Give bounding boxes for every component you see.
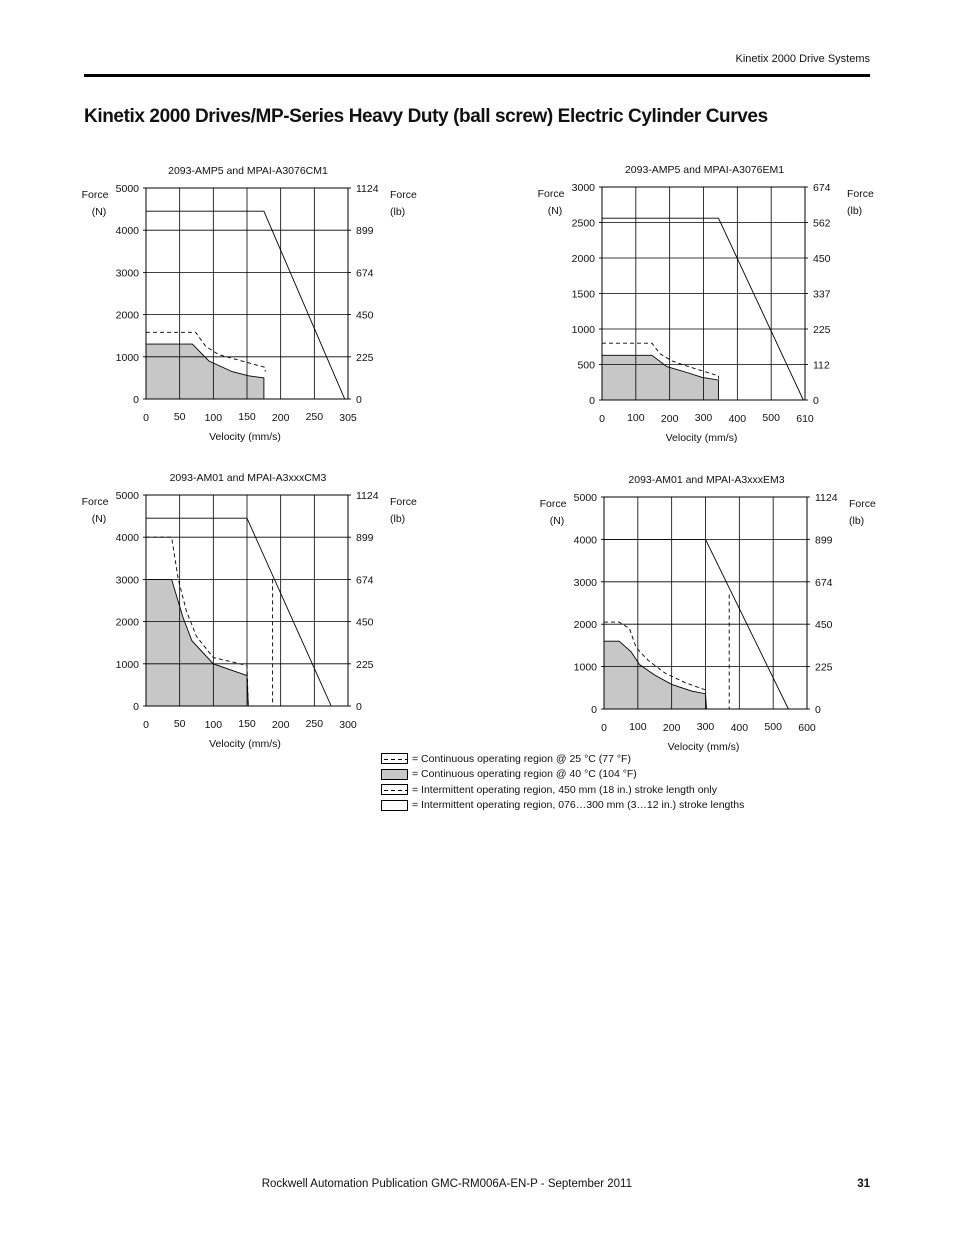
x-tick-label: 600	[798, 722, 816, 734]
y-tick-label-left: 5000	[115, 490, 139, 502]
x-tick-label: 300	[339, 719, 357, 731]
x-tick-label: 100	[204, 719, 223, 731]
y-tick-label-left: 1000	[115, 658, 139, 671]
x-axis-label: Velocity (mm/s)	[209, 738, 281, 750]
y-axis-label-left: Force	[537, 188, 565, 200]
y-tick-label-right: 1124	[815, 492, 838, 504]
legend-swatch-empty	[381, 800, 408, 811]
page-title: Kinetix 2000 Drives/MP-Series Heavy Duty (ball screw) Electric Cylinder Curves	[84, 106, 768, 127]
x-axis-label: Velocity (mm/s)	[665, 432, 738, 444]
x-tick-label: 200	[271, 412, 290, 424]
x-tick-label: 250	[305, 718, 324, 730]
y-axis-label-right-unit: (lb)	[847, 205, 863, 217]
y-tick-label-right: 112	[813, 359, 830, 372]
x-tick-label: 150	[238, 411, 256, 423]
x-tick-label: 400	[730, 722, 749, 734]
x-tick-label: 610	[796, 413, 814, 425]
x-tick-label: 150	[238, 718, 256, 730]
y-tick-label-right: 899	[356, 225, 374, 238]
y-tick-label-right: 899	[815, 534, 833, 547]
y-axis-label-left-unit: (N)	[547, 205, 563, 217]
y-axis-label-left: Force	[539, 498, 567, 510]
x-tick-label: 50	[173, 718, 186, 730]
footer-publication: Rockwell Automation Publication GMC-RM006A-EN-P - September 2011	[261, 1178, 632, 1190]
x-axis-label: Velocity (mm/s)	[667, 741, 740, 753]
chart-title: 2093-AMP5 and MPAI-A3076CM1	[168, 165, 328, 177]
y-tick-label-right: 225	[356, 658, 374, 671]
y-tick-label-right: 562	[813, 217, 831, 230]
y-tick-label-right: 899	[356, 532, 374, 545]
page-number: 31	[857, 1178, 870, 1190]
y-axis-label-left-unit: (N)	[549, 515, 565, 527]
x-tick-label: 0	[143, 412, 149, 424]
y-tick-label-left: 2500	[571, 217, 595, 230]
y-tick-label-right: 674	[813, 182, 831, 194]
y-tick-label-right: 450	[813, 253, 831, 265]
x-tick-label: 100	[204, 412, 223, 424]
y-tick-label-right: 0	[356, 701, 362, 713]
y-axis-label-right-unit: (lb)	[390, 513, 406, 525]
x-tick-label: 500	[762, 412, 780, 424]
y-tick-label-left: 2000	[573, 619, 597, 632]
y-tick-label-left: 3000	[571, 182, 595, 194]
x-tick-label: 400	[728, 413, 747, 425]
chart-title: 2093-AM01 and MPAI-A3xxxEM3	[628, 474, 785, 486]
y-tick-label-left: 0	[589, 395, 595, 407]
x-tick-label: 0	[143, 719, 149, 731]
y-tick-label-left: 4000	[573, 534, 597, 547]
y-axis-label-right: Force	[390, 496, 417, 508]
series-filled-area	[146, 579, 248, 706]
x-tick-label: 200	[660, 413, 679, 425]
chart-title: 2093-AM01 and MPAI-A3xxxCM3	[169, 472, 327, 484]
legend-swatch-dashed	[381, 753, 408, 764]
y-tick-label-left: 1000	[115, 351, 139, 364]
legend	[381, 751, 744, 813]
x-tick-label: 300	[696, 721, 715, 733]
y-axis-label-right: Force	[390, 189, 417, 201]
y-tick-label-right: 0	[813, 395, 819, 407]
y-axis-label-left: Force	[81, 496, 109, 508]
y-tick-label-left: 4000	[115, 225, 139, 238]
y-tick-label-right: 225	[815, 661, 833, 674]
legend-label: = Continuous operating region @ 40 °C (104 °F)	[412, 768, 637, 781]
y-tick-label-right: 1124	[356, 183, 379, 195]
y-axis-label-left-unit: (N)	[91, 206, 107, 218]
y-tick-label-left: 2000	[115, 309, 139, 322]
y-axis-label-right-unit: (lb)	[849, 515, 865, 527]
header-section: Kinetix 2000 Drive Systems	[735, 53, 870, 65]
y-tick-label-left: 2000	[115, 616, 139, 629]
y-tick-label-left: 4000	[115, 532, 139, 545]
y-tick-label-left: 0	[591, 704, 597, 716]
y-tick-label-right: 225	[356, 351, 374, 364]
y-tick-label-right: 450	[356, 616, 374, 629]
legend-item-0	[381, 751, 744, 767]
y-tick-label-right: 0	[356, 394, 362, 406]
y-axis-label-right-unit: (lb)	[390, 206, 406, 218]
y-tick-label-right: 674	[356, 574, 374, 587]
x-tick-label: 50	[173, 411, 186, 423]
y-tick-label-left: 2000	[571, 253, 595, 265]
x-tick-label: 0	[599, 413, 605, 425]
legend-item-1	[381, 767, 744, 783]
y-tick-label-left: 5000	[115, 183, 139, 195]
y-tick-label-right: 1124	[356, 490, 379, 502]
chart-title: 2093-AMP5 and MPAI-A3076EM1	[624, 164, 785, 176]
y-axis-label-left-unit: (N)	[91, 513, 107, 525]
y-tick-label-left: 1500	[571, 288, 595, 301]
x-tick-label: 200	[662, 722, 681, 734]
x-axis-label: Velocity (mm/s)	[209, 431, 281, 443]
y-tick-label-right: 0	[815, 704, 821, 716]
x-tick-label: 305	[339, 412, 357, 424]
y-tick-label-right: 450	[356, 309, 374, 322]
y-tick-label-right: 674	[356, 267, 374, 280]
y-tick-label-left: 5000	[573, 492, 597, 504]
legend-swatch-dashed	[381, 784, 408, 795]
series-filled-area	[604, 641, 707, 709]
y-tick-label-right: 225	[813, 324, 831, 336]
x-tick-label: 300	[694, 412, 713, 424]
y-tick-label-right: 450	[815, 619, 833, 632]
x-tick-label: 100	[629, 721, 647, 733]
y-axis-label-right: Force	[849, 498, 876, 510]
y-tick-label-right: 674	[815, 576, 833, 589]
x-tick-label: 200	[271, 719, 290, 731]
legend-label: = Intermittent operating region, 076…300 mm (3…12 in.) stroke lengths	[412, 799, 745, 812]
legend-label: = Intermittent operating region, 450 mm (18 in.) stroke length only	[412, 783, 717, 796]
y-tick-label-left: 1000	[571, 324, 595, 336]
legend-label: = Continuous operating region @ 25 °C (77 °F)	[412, 752, 631, 765]
legend-item-3	[381, 798, 744, 814]
y-tick-label-right: 337	[813, 288, 831, 301]
legend-item-2	[381, 782, 744, 798]
y-tick-label-left: 3000	[115, 267, 139, 280]
y-tick-label-left: 0	[133, 701, 139, 713]
y-tick-label-left: 0	[133, 394, 139, 406]
y-tick-label-left: 1000	[573, 661, 597, 674]
x-tick-label: 500	[764, 721, 782, 733]
x-tick-label: 100	[627, 412, 645, 424]
x-tick-label: 250	[305, 411, 324, 423]
y-axis-label-left: Force	[81, 189, 109, 201]
y-axis-label-right: Force	[847, 188, 874, 200]
y-tick-label-left: 3000	[115, 574, 139, 587]
series-filled-area	[146, 344, 264, 399]
series-filled-area	[602, 355, 719, 400]
legend-swatch-filled	[381, 769, 408, 780]
x-tick-label: 0	[601, 722, 607, 734]
y-tick-label-left: 500	[577, 359, 595, 372]
y-tick-label-left: 3000	[573, 576, 597, 589]
